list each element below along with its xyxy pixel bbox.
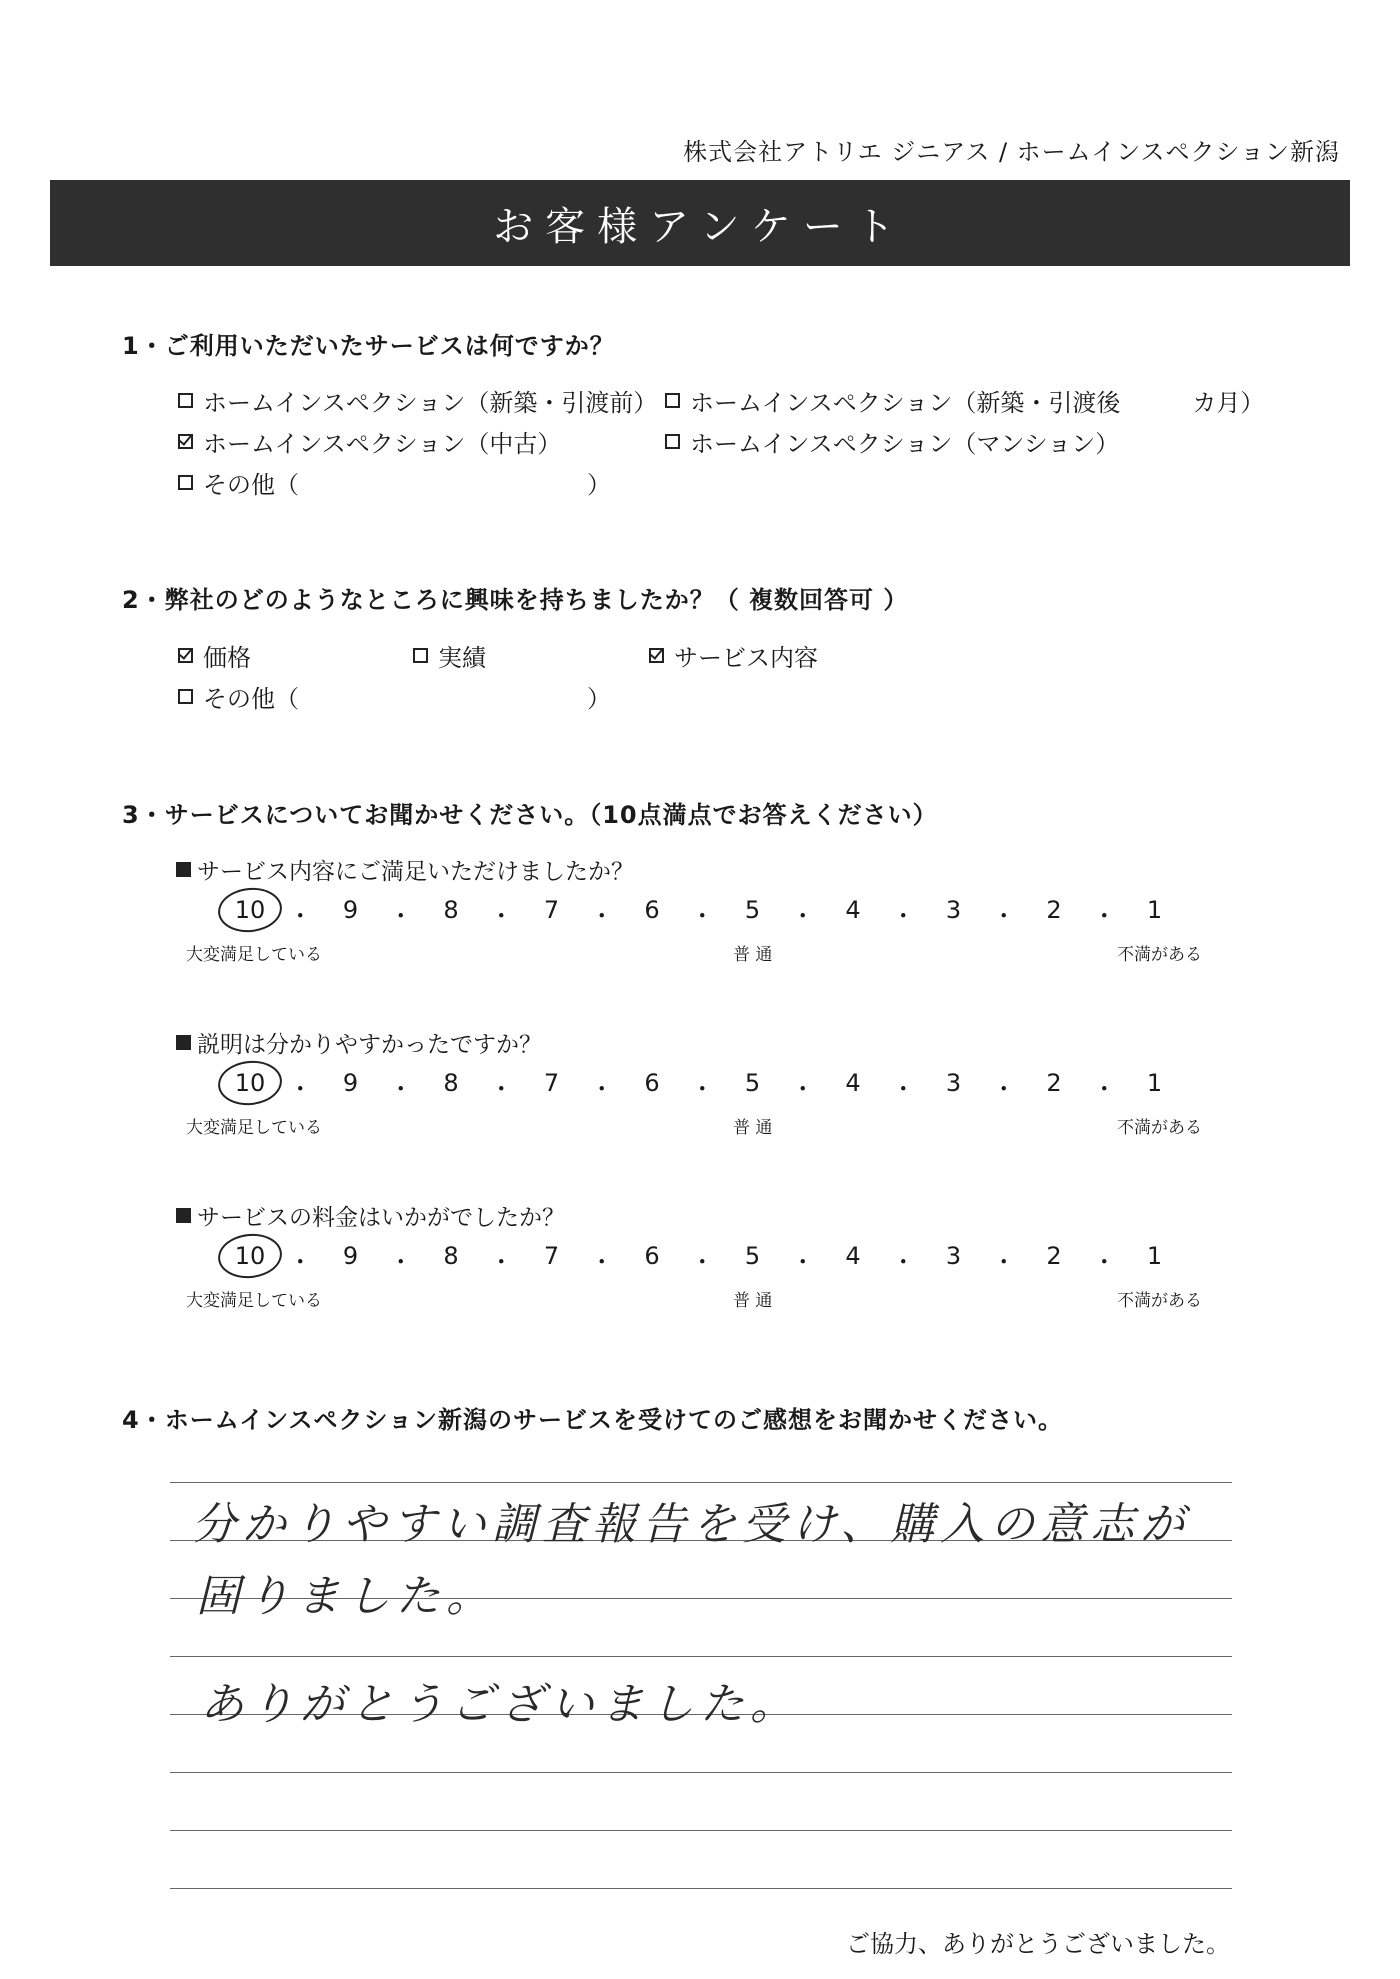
rating-scale-3[interactable] <box>200 1242 1180 1276</box>
answer-line <box>170 1772 1232 1773</box>
scale-value-2[interactable]: 2 <box>1046 1242 1062 1270</box>
scale-separator: ・ <box>891 1075 916 1103</box>
scale-label-low: 不満がある <box>1117 1118 1202 1138</box>
scale-separator: ・ <box>589 902 614 930</box>
scale-separator: ・ <box>388 1075 413 1103</box>
scale-value-6[interactable]: 6 <box>644 1242 660 1270</box>
scale-value-8[interactable]: 8 <box>443 1069 459 1097</box>
scale-separator: ・ <box>589 1248 614 1276</box>
answer-line <box>170 1656 1232 1657</box>
scale-separator: ・ <box>1092 902 1117 930</box>
option-label: 価格 <box>203 644 251 672</box>
scale-value-4[interactable]: 4 <box>845 1242 861 1270</box>
selected-circle-mark <box>216 1231 284 1281</box>
scale-separator: ・ <box>991 902 1016 930</box>
scale-separator: ・ <box>388 902 413 930</box>
scale-separator: ・ <box>690 1248 715 1276</box>
q3-item-1-question <box>176 853 634 886</box>
option-label: ホームインスペクション（マンション） <box>690 430 1120 458</box>
q4-question: 4・ホームインスペクション新潟のサービスを受けてのご感想をお聞かせください。 <box>122 1406 1064 1434</box>
scale-value-1[interactable]: 1 <box>1146 1242 1163 1270</box>
scale-value-6[interactable]: 6 <box>644 1069 660 1097</box>
checkbox-icon[interactable] <box>178 393 193 408</box>
scale-value-5[interactable]: 5 <box>744 1069 761 1097</box>
rating-scale-2[interactable] <box>200 1069 1180 1103</box>
scale-separator: ・ <box>489 902 514 930</box>
scale-value-7[interactable]: 7 <box>543 1242 560 1270</box>
q1-question: 1・ご利用いただいたサービスは何ですか？ <box>122 332 615 360</box>
scale-value-2[interactable]: 2 <box>1046 896 1062 924</box>
scale-separator: ・ <box>891 902 916 930</box>
scale-separator: ・ <box>891 1248 916 1276</box>
scale-separator: ・ <box>991 1248 1016 1276</box>
page-title: お客様アンケート <box>493 203 907 250</box>
scale-value-10[interactable]: 10 <box>234 1069 266 1097</box>
scale-value-5[interactable]: 5 <box>744 896 761 924</box>
q2-question: 2・弊社のどのようなところに興味を持ちましたか？（ 複数回答可 ） <box>122 586 909 614</box>
answer-line <box>170 1482 1232 1483</box>
closing-thanks: ご協力、ありがとうございました。 <box>846 1930 1230 1958</box>
scale-value-1[interactable]: 1 <box>1146 1069 1163 1097</box>
scale-value-10[interactable]: 10 <box>234 896 266 924</box>
scale-separator: ・ <box>589 1075 614 1103</box>
scale-label-low: 不満がある <box>1117 945 1202 965</box>
scale-value-6[interactable]: 6 <box>644 896 660 924</box>
q1-option-other[interactable] <box>178 465 611 500</box>
company-name: 株式会社アトリエ ジニアス / ホームインスペクション新潟 <box>683 138 1340 166</box>
scale-value-9[interactable]: 9 <box>342 896 359 924</box>
option-label: その他（ ） <box>203 685 611 713</box>
scale-value-10[interactable]: 10 <box>234 1242 266 1270</box>
square-bullet-icon <box>176 1208 191 1223</box>
answer-line <box>170 1830 1232 1831</box>
answer-line <box>170 1888 1232 1889</box>
scale-value-1[interactable]: 1 <box>1146 896 1163 924</box>
selected-circle-mark <box>216 885 284 935</box>
scale-value-7[interactable]: 7 <box>543 1069 560 1097</box>
q1-option-new-after[interactable] <box>665 383 1264 418</box>
scale-value-4[interactable]: 4 <box>845 896 861 924</box>
scale-separator: ・ <box>388 1248 413 1276</box>
option-label: サービス内容 <box>674 644 818 672</box>
scale-value-9[interactable]: 9 <box>342 1069 359 1097</box>
scale-separator: ・ <box>288 902 313 930</box>
q3-question: 3・サービスについてお聞かせください。（10点満点でお答えください） <box>122 801 938 829</box>
scale-separator: ・ <box>790 1075 815 1103</box>
checkbox-icon[interactable] <box>178 689 193 704</box>
scale-value-2[interactable]: 2 <box>1046 1069 1062 1097</box>
scale-value-9[interactable]: 9 <box>342 1242 359 1270</box>
scale-label-mid: 普 通 <box>733 1291 773 1311</box>
checkbox-checked-icon[interactable] <box>649 648 664 663</box>
q1-option-mansion[interactable] <box>665 424 1119 459</box>
option-label: ホームインスペクション（新築・引渡後 カ月） <box>690 389 1265 417</box>
scale-label-mid: 普 通 <box>733 1118 773 1138</box>
scale-value-7[interactable]: 7 <box>543 896 560 924</box>
scale-separator: ・ <box>991 1075 1016 1103</box>
selected-circle-mark <box>216 1058 284 1108</box>
scale-value-3[interactable]: 3 <box>945 896 962 924</box>
scale-separator: ・ <box>790 902 815 930</box>
q2-option-other[interactable] <box>178 679 611 714</box>
scale-label-high: 大変満足している <box>186 1118 322 1138</box>
checkbox-icon[interactable] <box>413 648 428 663</box>
rating-scale-1[interactable] <box>200 896 1180 930</box>
handwritten-answer-line-1[interactable]: 分かりやすい調査報告を受け、購入の意志が <box>192 1499 1191 1550</box>
scale-separator: ・ <box>489 1075 514 1103</box>
checkbox-icon[interactable] <box>178 475 193 490</box>
q1-option-new-before[interactable] <box>178 383 657 418</box>
scale-value-8[interactable]: 8 <box>443 896 459 924</box>
checkbox-icon[interactable] <box>665 434 680 449</box>
option-label: その他（ ） <box>203 471 611 499</box>
scale-label-low: 不満がある <box>1117 1291 1202 1311</box>
scale-value-4[interactable]: 4 <box>845 1069 861 1097</box>
scale-label-high: 大変満足している <box>186 1291 322 1311</box>
item-label: 説明は分かりやすかったですか？ <box>197 1032 542 1058</box>
scale-label-high: 大変満足している <box>186 945 322 965</box>
scale-separator: ・ <box>790 1248 815 1276</box>
item-label: サービスの料金はいかがでしたか？ <box>197 1205 565 1231</box>
scale-label-mid: 普 通 <box>733 945 773 965</box>
checkbox-checked-icon[interactable] <box>178 434 193 449</box>
scale-separator: ・ <box>1092 1248 1117 1276</box>
title-banner <box>50 180 1350 266</box>
scale-separator: ・ <box>690 902 715 930</box>
square-bullet-icon <box>176 1035 191 1050</box>
scale-separator: ・ <box>489 1248 514 1276</box>
q2-option-price[interactable] <box>178 638 251 673</box>
checkbox-checked-icon[interactable] <box>178 648 193 663</box>
scale-separator: ・ <box>288 1075 313 1103</box>
scale-value-5[interactable]: 5 <box>744 1242 761 1270</box>
scale-value-3[interactable]: 3 <box>945 1242 962 1270</box>
scale-separator: ・ <box>1092 1075 1117 1103</box>
scale-separator: ・ <box>690 1075 715 1103</box>
q3-item-3-question <box>176 1199 565 1232</box>
option-label: 実績 <box>438 644 486 672</box>
handwritten-answer-line-2[interactable]: 固りました。 <box>196 1571 496 1622</box>
item-label: サービス内容にご満足いただけましたか？ <box>197 859 634 885</box>
option-label: ホームインスペクション（中古） <box>203 430 562 458</box>
option-label: ホームインスペクション（新築・引渡前） <box>203 389 658 417</box>
q2-option-service[interactable] <box>649 638 818 673</box>
scale-separator: ・ <box>288 1248 313 1276</box>
checkbox-icon[interactable] <box>665 393 680 408</box>
q2-option-track-record[interactable] <box>413 638 486 673</box>
handwritten-answer-line-3[interactable]: ありがとうございました。 <box>200 1679 800 1730</box>
q1-option-used[interactable] <box>178 424 561 459</box>
square-bullet-icon <box>176 862 191 877</box>
scale-value-8[interactable]: 8 <box>443 1242 459 1270</box>
q3-item-2-question <box>176 1026 542 1059</box>
scale-value-3[interactable]: 3 <box>945 1069 962 1097</box>
